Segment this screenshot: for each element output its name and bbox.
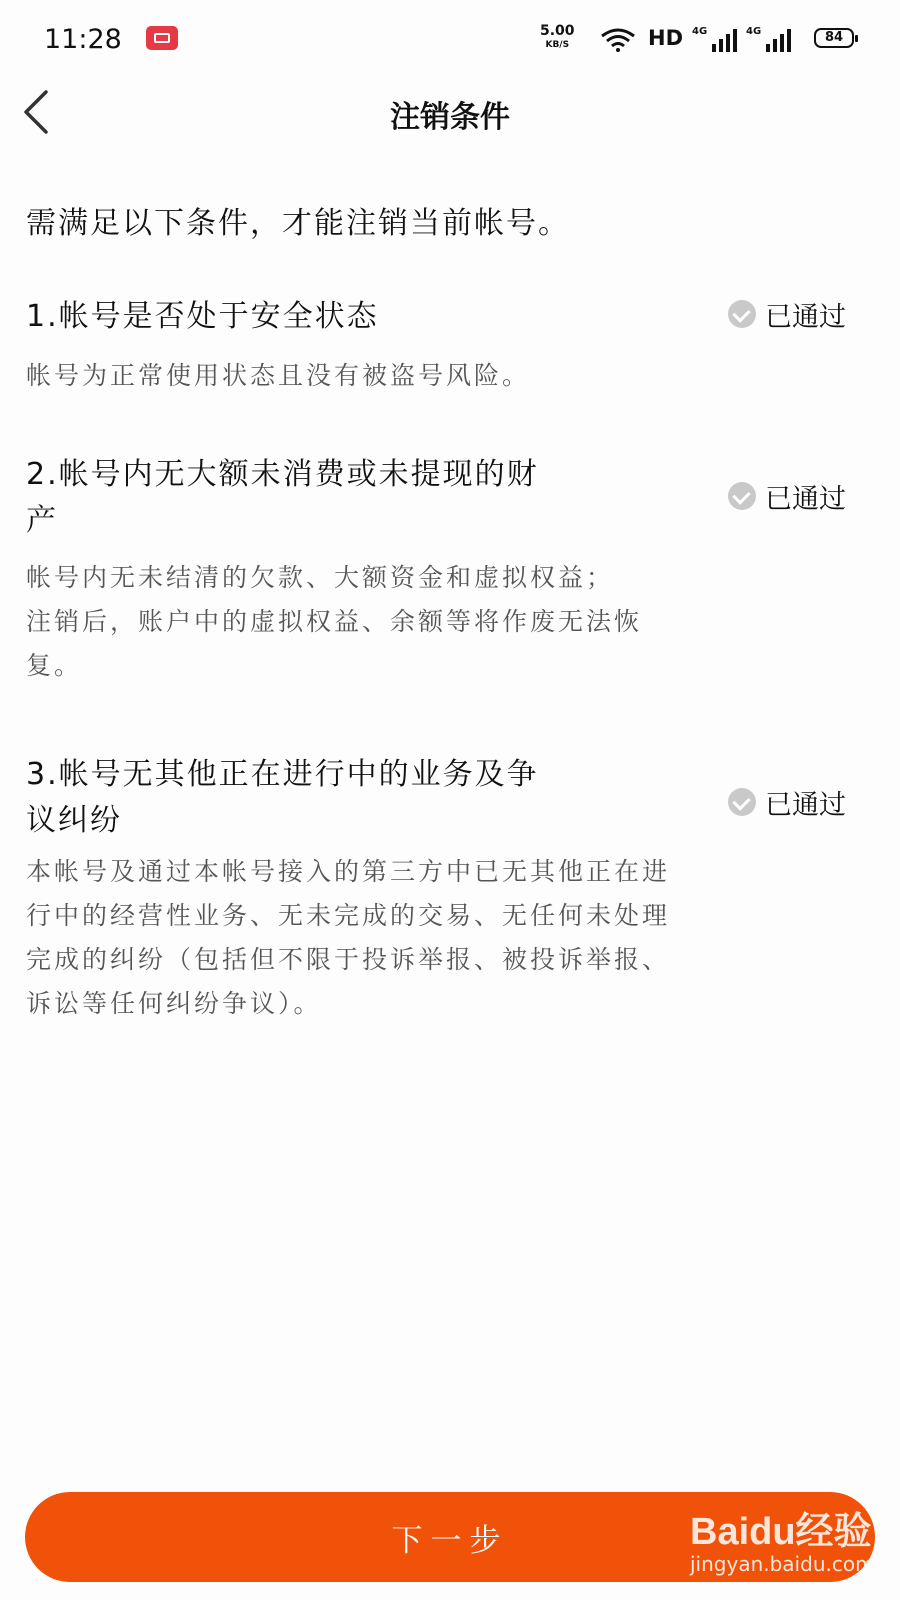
signal-1-label: 4G	[692, 26, 708, 37]
condition-3-desc-line1: 本帐号及通过本帐号接入的第三方中已无其他正在进	[26, 857, 671, 886]
network-speed-value: 5.00	[540, 23, 575, 39]
condition-3-desc-line3: 完成的纠纷（包括但不限于投诉举报、被投诉举报、	[26, 945, 671, 974]
hd-indicator: HD	[648, 26, 684, 50]
condition-2-desc	[26, 556, 642, 688]
signal-icon-2	[746, 26, 798, 52]
condition-1-status-label: 已通过	[765, 301, 846, 333]
battery-icon: 84	[814, 28, 854, 48]
status-time: 11:28	[44, 24, 122, 55]
network-speed	[540, 24, 575, 52]
signal-2-label: 4G	[746, 26, 762, 37]
condition-3-status-label: 已通过	[765, 789, 846, 821]
status-bar	[0, 0, 900, 80]
condition-2-desc-line1: 帐号内无未结清的欠款、大额资金和虚拟权益；	[26, 563, 615, 592]
condition-2-status-label: 已通过	[765, 483, 846, 515]
condition-2-title-line2: 产	[26, 503, 58, 538]
condition-2-desc-line3: 复。	[26, 651, 83, 680]
watermark	[690, 1500, 875, 1576]
page-title: 注销条件	[390, 100, 510, 135]
check-circle-icon	[728, 300, 756, 328]
watermark-url: jingyan.baidu.com	[690, 1552, 875, 1576]
check-circle-icon	[728, 788, 756, 816]
condition-2-title	[26, 452, 539, 544]
condition-1-title	[26, 294, 379, 340]
condition-2-desc-line2: 注销后，账户中的虚拟权益、余额等将作废无法恢	[26, 607, 643, 636]
intro-text: 需满足以下条件，才能注销当前帐号。	[26, 206, 570, 241]
condition-3-title	[26, 752, 539, 844]
condition-1-desc	[26, 354, 530, 398]
wifi-icon	[600, 28, 636, 52]
condition-1-desc-line1: 帐号为正常使用状态且没有被盗号风险。	[26, 361, 531, 390]
check-circle-icon	[728, 482, 756, 510]
watermark-brand: Baidu经验	[690, 1511, 872, 1553]
condition-3-desc	[26, 850, 670, 1026]
condition-3-desc-line2: 行中的经营性业务、无未完成的交易、无任何未处理	[26, 901, 671, 930]
next-step-button[interactable]: 下一步	[25, 1492, 875, 1582]
condition-3-desc-line4: 诉讼等任何纠纷争议）。	[26, 989, 322, 1018]
signal-icon-1	[692, 26, 744, 52]
condition-1-status	[728, 296, 846, 332]
condition-2-status	[728, 478, 846, 514]
condition-1-title-line1: 1.帐号是否处于安全状态	[26, 299, 379, 334]
condition-2-title-line1: 2.帐号内无大额未消费或未提现的财	[26, 457, 539, 492]
condition-3-title-line2: 议纠纷	[26, 803, 122, 838]
notification-app-icon	[146, 26, 178, 50]
network-speed-unit: KB/S	[545, 40, 570, 50]
condition-3-status	[728, 784, 846, 820]
condition-3-title-line1: 3.帐号无其他正在进行中的业务及争	[26, 757, 539, 792]
